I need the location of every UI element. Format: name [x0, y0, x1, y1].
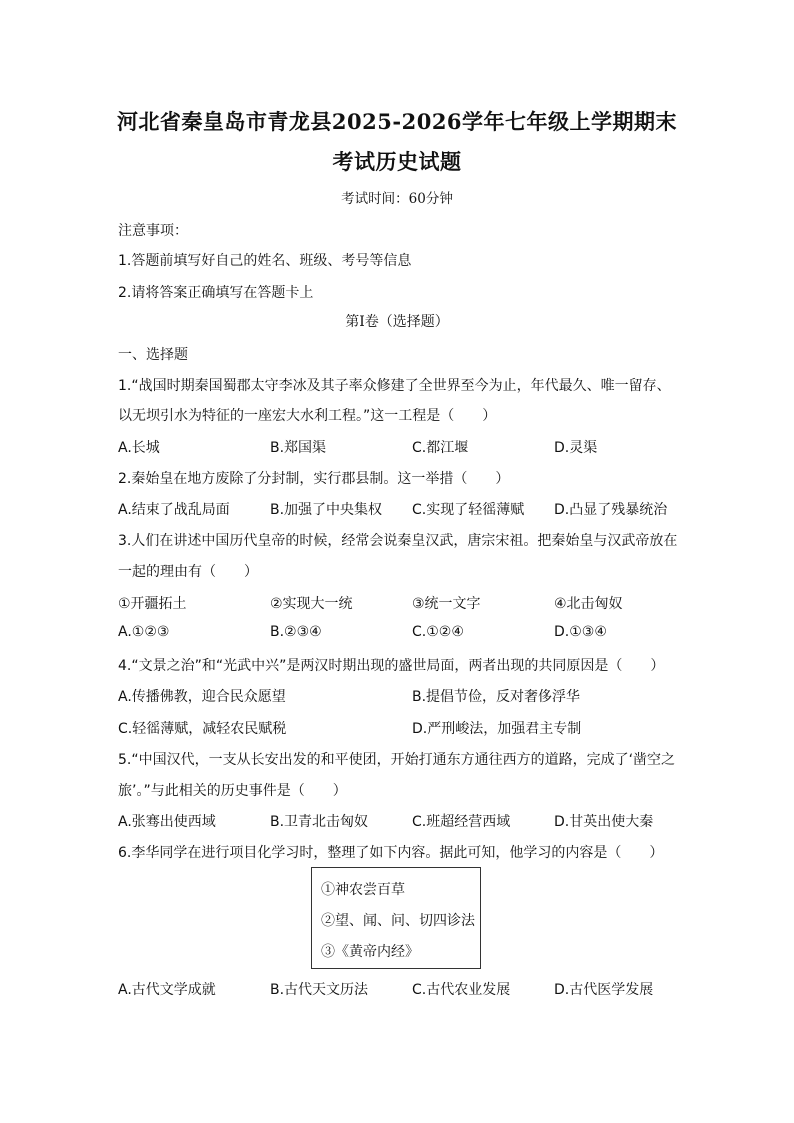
exam-title-line1: 河北省秦皇岛市青龙县2025-2026学年七年级上学期期末 [116, 109, 678, 134]
question-3-statement-4: ④北击匈奴 [554, 596, 623, 612]
question-2-option-b: B.加强了中央集权 [270, 502, 383, 518]
question-2-option-a: A.结束了战乱局面 [118, 502, 230, 518]
question-5-option-a: A.张骞出使西域 [118, 814, 216, 830]
question-4-option-a: A.传播佛教，迎合民众愿望 [118, 689, 286, 705]
question-6-material-box [311, 867, 481, 969]
material-item-2: ②望、闻、问、切四诊法 [321, 913, 475, 929]
question-4-option-b: B.提倡节俭，反对奢侈浮华 [412, 689, 581, 705]
question-5-option-b: B.卫青北击匈奴 [270, 814, 369, 830]
volume-title: 第Ⅰ卷（选择题） [345, 314, 449, 330]
question-1-option-a: A.长城 [118, 440, 160, 456]
question-3-line-1: 3.人们在讲述中国历代皇帝的时候，经常会说秦皇汉武，唐宗宋祖。把秦始皇与汉武帝放在 [118, 533, 678, 549]
question-3-option-b: B.②③④ [270, 624, 322, 640]
question-4-option-c: C.轻徭薄赋，减轻农民赋税 [118, 721, 287, 737]
material-item-3: ③《黄帝内经》 [321, 944, 419, 960]
question-1-option-b: B.郑国渠 [270, 440, 327, 456]
question-5-line-2: 旅’。”与此相关的历史事件是（ ） [118, 783, 347, 799]
question-3-statement-1: ①开疆拓土 [118, 596, 187, 612]
question-5-option-d: D.甘英出使大秦 [554, 814, 654, 830]
question-4-option-d: D.严刑峻法，加强君主专制 [412, 721, 582, 737]
question-3-statement-2: ②实现大一统 [270, 596, 353, 612]
question-2-option-c: C.实现了轻徭薄赋 [412, 502, 525, 518]
question-6-option-d: D.古代医学发展 [554, 982, 654, 998]
note-item-2: 2.请将答案正确填写在答题卡上 [118, 285, 314, 301]
exam-time: 考试时间：60分钟 [341, 191, 453, 207]
question-5-option-c: C.班超经营西域 [412, 814, 511, 830]
question-6-option-b: B.古代天文历法 [270, 982, 369, 998]
question-4-line-1: 4.“文景之治”和“光武中兴”是两汉时期出现的盛世局面，两者出现的共同原因是（ ） [118, 658, 665, 674]
question-6-option-c: C.古代农业发展 [412, 982, 511, 998]
question-6-option-a: A.古代文学成就 [118, 982, 216, 998]
question-3-statement-3: ③统一文字 [412, 596, 481, 612]
question-5-line-1: 5.“中国汉代，一支从长安出发的和平使团，开始打通东方通往西方的道路，完成了‘凿空之 [118, 752, 676, 768]
question-2-option-d: D.凸显了残暴统治 [554, 502, 668, 518]
material-item-1: ①神农尝百草 [321, 882, 405, 898]
question-1-option-c: C.都江堰 [412, 440, 469, 456]
question-3-line-2: 一起的理由有（ ） [118, 564, 258, 580]
question-1-line-1: 1.“战国时期秦国蜀郡太守李冰及其子率众修建了全世界至今为止，年代最久、唯一留存、 [118, 378, 671, 394]
question-3-option-d: D.①③④ [554, 624, 607, 640]
question-3-option-a: A.①②③ [118, 624, 170, 640]
question-6-line-1: 6.李华同学在进行项目化学习时，整理了如下内容。据此可知，他学习的内容是（ ） [118, 845, 664, 861]
question-1-option-d: D.灵渠 [554, 440, 598, 456]
notes-heading: 注意事项： [118, 223, 188, 239]
question-2-line-1: 2.秦始皇在地方废除了分封制，实行郡县制。这一举措（ ） [118, 471, 510, 487]
exam-title-line2: 考试历史试题 [332, 149, 462, 174]
section-title: 一、选择题 [118, 347, 188, 363]
question-1-line-2: 以无坝引水为特征的一座宏大水利工程。”这一工程是（ ） [118, 408, 497, 424]
question-3-option-c: C.①②④ [412, 624, 464, 640]
note-item-1: 1.答题前填写好自己的姓名、班级、考号等信息 [118, 253, 412, 269]
